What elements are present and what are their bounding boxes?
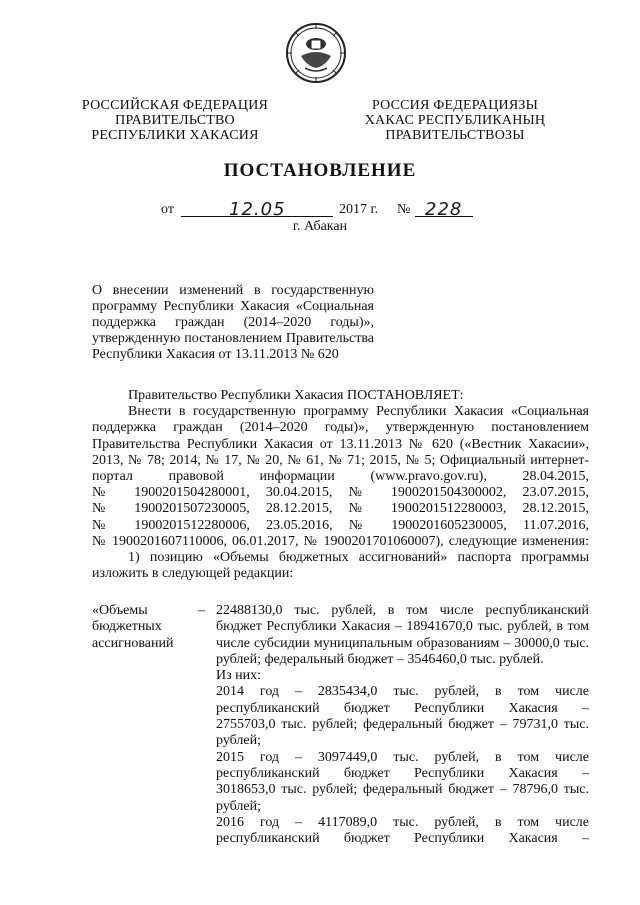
body-line: № 1900201504280001, 30.04.2015, № 1900201504300002, 23.07.2015, <box>92 485 589 501</box>
handwritten-number: 228 <box>425 199 463 220</box>
body-line: Правительства Республики Хакасия от 13.11.2013 № 620 («Вестник Хакасии», <box>92 436 589 452</box>
table-dash: – <box>198 603 205 618</box>
body-line: портал правовой информации (www.pravo.gov.ru), 28.04.2015, <box>92 469 589 485</box>
table-value-line: республиканский бюджет Республики Хакасия – <box>216 831 589 847</box>
body-line: 1) позицию «Объемы бюджетных ассигнований» паспорта программы <box>128 550 589 566</box>
body-line: № 1900201507230005, 28.12.2015, № 1900201512280003, 28.12.2015, <box>92 501 589 517</box>
table-label-line: «Объемы <box>92 603 148 618</box>
date-number-line <box>145 195 565 220</box>
table-value-line: 2015 год – 3097449,0 тыс. рублей, в том числе <box>216 749 589 765</box>
subject-line: Республики Хакасия от 13.11.2013 № 620 <box>92 347 339 362</box>
city-label: г. Абакан <box>292 219 348 234</box>
header-right-line: РОССИЯ ФЕДЕРАЦИЯЗЫ <box>371 98 539 113</box>
table-value-line: 2014 год – 2835434,0 тыс. рублей, в том числе <box>216 684 589 700</box>
table-value-line: числе субсидии муниципальным образованиям – 30000,0 тыс. <box>216 635 589 651</box>
table-label <box>92 603 192 652</box>
body-line: Правительство Республики Хакасия ПОСТАНОВЛЯЕТ: <box>128 388 464 403</box>
header-right-block <box>330 98 580 143</box>
table-value-line: рублей; федеральный бюджет – 3546460,0 тыс. рублей. <box>216 651 544 667</box>
handwritten-date: 12.05 <box>229 199 286 220</box>
subject-line: поддержка граждан (2014–2020 годы)», <box>92 315 374 330</box>
year-label: 2017 г. <box>339 202 379 217</box>
header-left-line: РЕСПУБЛИКИ ХАКАСИЯ <box>91 128 259 143</box>
header-right-line: ПРАВИТЕЛЬСТВОЗЫ <box>385 128 525 143</box>
body-line: поддержка граждан (2014–2020 годы)», утвержденную постановлением <box>92 420 589 436</box>
document-type-title: ПОСТАНОВЛЕНИЕ <box>223 160 417 181</box>
table-value-line: 2755703,0 тыс. рублей; федеральный бюджет – 79731,0 тыс. <box>216 717 589 733</box>
body-line: 2013, № 78; 2014, № 17, № 20, № 61, № 71; 2015, № 5; Официальный интернет- <box>92 452 589 468</box>
body-line: № 1900201607110006, 06.01.2017, № 1900201701060007), следующие изменения: <box>92 533 589 549</box>
table-value-line: рублей; <box>216 798 261 814</box>
table-value-line: республиканский бюджет Республики Хакасия – <box>216 700 589 716</box>
header-left-block <box>50 98 300 143</box>
from-label: от <box>161 202 174 217</box>
header-right-line: ХАКАС РЕСПУБЛИКАНЫҢ <box>364 113 546 128</box>
body-line: изложить в следующей редакции: <box>92 566 294 582</box>
number-sign: № <box>397 202 411 217</box>
subject-line: программу Республики Хакасия «Социальная <box>92 299 374 314</box>
table-value-line: 3018653,0 тыс. рублей; федеральный бюджет – 78796,0 тыс. <box>216 782 589 798</box>
table-label-line: бюджетных <box>92 619 162 635</box>
header-left-line: ПРАВИТЕЛЬСТВО <box>115 113 235 128</box>
table-value-line: 22488130,0 тыс. рублей, в том числе республиканский <box>216 603 589 618</box>
body-line: № 1900201512280006, 23.05.2016, № 1900201605230005, 11.07.2016, <box>92 517 589 533</box>
body-line: Внести в государственную программу Республики Хакасия «Социальная <box>128 404 589 420</box>
table-value-line: Из них: <box>216 668 262 684</box>
header-left-line: РОССИЙСКАЯ ФЕДЕРАЦИЯ <box>81 98 269 113</box>
table-value-line: бюджет Республики Хакасия – 18941670,0 тыс. рублей, в том <box>216 619 589 635</box>
table-value <box>216 603 589 847</box>
table-label-line: ассигнований <box>92 635 174 651</box>
table-value-line: рублей; <box>216 733 261 749</box>
document-body <box>92 388 589 582</box>
subject-line: О внесении изменений в государственную <box>92 283 374 298</box>
subject-line: утвержденную постановлением Правительства <box>92 331 374 346</box>
table-value-line: республиканский бюджет Республики Хакасия – <box>216 765 589 781</box>
coat-of-arms-icon <box>285 22 347 84</box>
document-subject <box>92 283 374 363</box>
table-value-line: 2016 год – 4117089,0 тыс. рублей, в том числе <box>216 814 589 830</box>
